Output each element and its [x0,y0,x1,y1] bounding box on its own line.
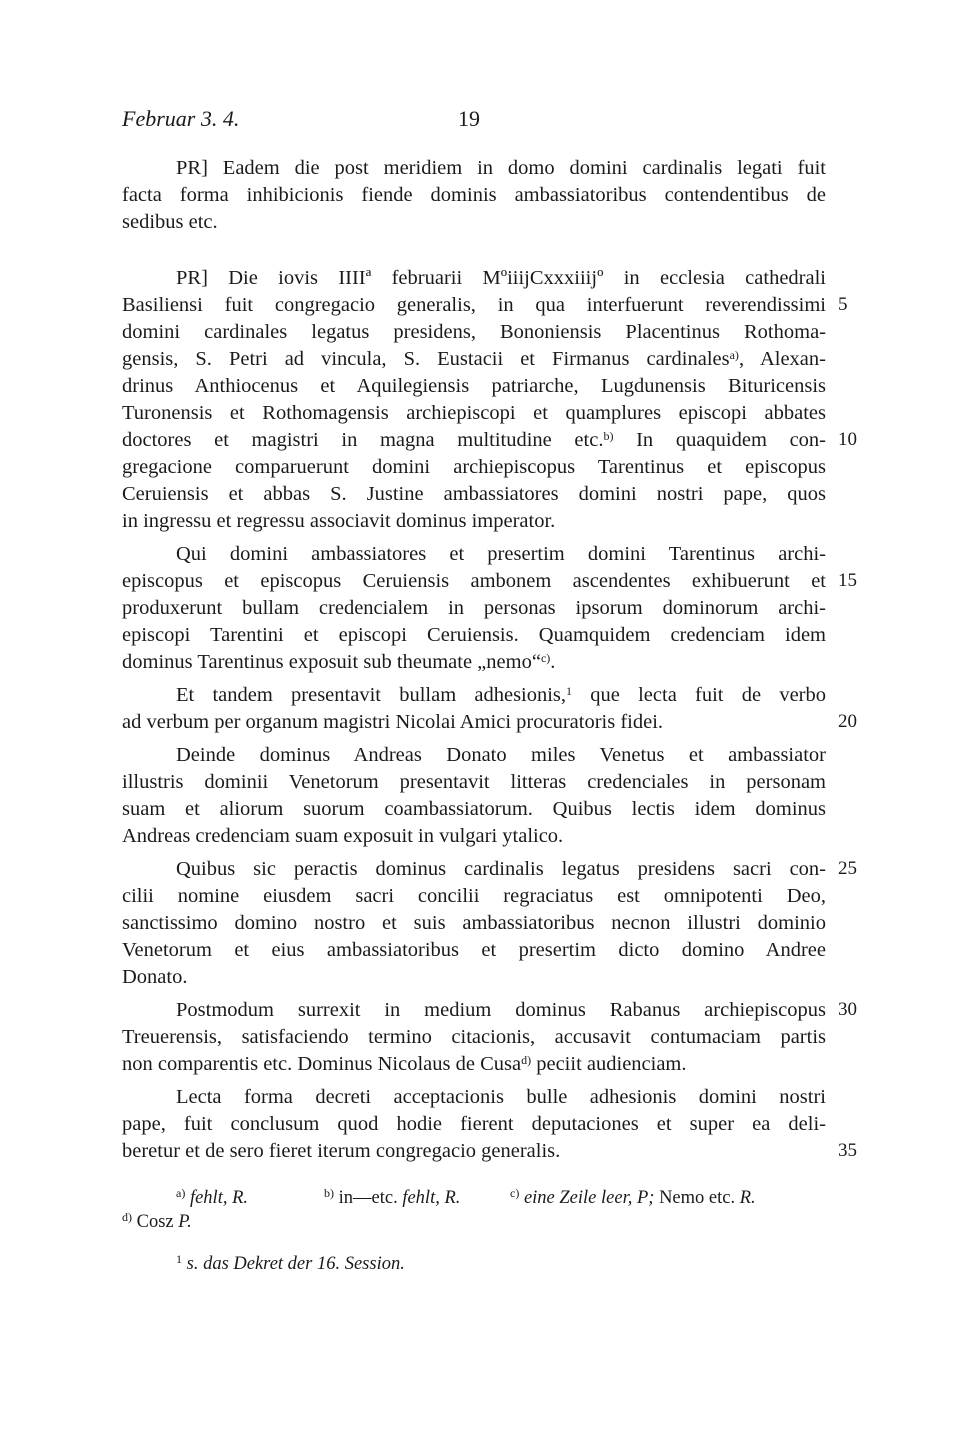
text-line: sanctissimo domino nostro et suis ambassiatoribus necnon illustri dominio [122,912,826,934]
footnote-ref: b) [603,429,614,443]
text-line: beretur et de sero fieret iterum congregacio generalis. [122,1140,561,1162]
text-line: Lecta forma decreti acceptacionis bulle adhesionis domini nostri [176,1086,826,1108]
margin-line-number: 35 [838,1140,857,1161]
text-line: ad verbum per organum magistri Nicolai Amici procuratoris fidei. [122,711,664,733]
margin-line-number: 15 [838,570,857,591]
text-line: Deinde dominus Andreas Donato miles Venetus et ambassiator [176,744,826,766]
text-line: episcopus et episcopus Ceruiensis ambonem ascendentes exhibuerunt et [122,570,826,592]
text-line: gregacione comparuerunt domini archiepiscopus Tarentinus et episcopus [122,456,826,478]
text-line: Basiliensi fuit congregacio generalis, in qua interfuerunt reverendissimi [122,294,826,316]
text-line: Venetorum et eius ambassiatoribus et presertim dicto domino Andree [122,939,826,961]
footnote-1: $^1$ s. das Dekret der 16. Session. [176,1252,405,1274]
footnote-b: $^{b)}$ in—etc. fehlt, R. [324,1186,461,1208]
text-line: Qui domini ambassiatores et presertim domini Tarentinus archi- [176,543,826,565]
footnote-d: $^{d)}$ Cosz P. [122,1210,192,1232]
text-line: Turonensis et Rothomagensis archiepiscopi et quamplures episcopi abbates [122,402,826,424]
text-line: doctores et magistri in magna multitudine etc.$^{b)}$ In quaquidem con- [122,429,826,451]
text-line: pape, fuit conclusum quod hodie fierent deputaciones et super ea deli- [122,1113,826,1135]
text-line: non comparentis etc. Dominus Nicolaus de Cusa$^{d)}$ peciit audienciam. [122,1053,687,1075]
text-line: PR] Eadem die post meridiem in domo domini cardinalis legati fuit [176,157,826,179]
text-line: Donato. [122,966,188,988]
text-line: drinus Anthiocenus et Aquilegiensis patriarche, Lugdunensis Bituricensis [122,375,826,397]
page-number: 19 [458,106,480,131]
footnote-c: $^{c)}$ eine Zeile leer, P; Nemo etc. R. [510,1186,756,1208]
text-line: in ingressu et regressu associavit dominus imperator. [122,510,556,532]
text-line: PR] Die iovis IIIIª februarii MºiiijCxxxiiijº in ecclesia cathedrali [176,267,826,289]
text-line: facta forma inhibicionis fiende dominis ambassiatoribus contendentibus de [122,184,826,206]
text-line: cilii nomine eiusdem sacri concilii regraciatus est omnipotenti Deo, [122,885,826,907]
margin-line-number: 10 [838,429,857,450]
text-line: sedibus etc. [122,211,218,233]
margin-line-number: 20 [838,711,857,732]
text-line: dominus Tarentinus exposuit sub theumate „nemo“$^{c)}$. [122,651,556,673]
text-line: Et tandem presentavit bullam adhesionis,$^1$ que lecta fuit de verbo [176,684,826,706]
text-line: Quibus sic peractis dominus cardinalis legatus presidens sacri con- [176,858,826,880]
text-line: Andreas credenciam suam exposuit in vulgari ytalico. [122,825,564,847]
footnote-ref: a) [729,348,739,362]
margin-line-number: 25 [838,858,857,879]
text-line: Treuerensis, satisfaciendo termino citacionis, accusavit contumaciam partis [122,1026,826,1048]
margin-line-number: 5 [838,294,848,315]
text-line: episcopi Tarentini et episcopi Ceruiensis. Quamquidem credenciam idem [122,624,826,646]
text-line: illustris dominii Venetorum presentavit litteras credenciales in personam [122,771,826,793]
footnote-ref: c) [540,651,551,665]
text-line: domini cardinales legatus presidens, Bononiensis Placentinus Rothoma- [122,321,826,343]
text-line: suam et aliorum suorum coambassiatorum. Quibus lectis idem dominus [122,798,826,820]
running-title: Februar 3. 4. [122,106,240,131]
text-line: produxerunt bullam credencialem in personas ipsorum dominorum archi- [122,597,826,619]
text-line: Ceruiensis et abbas S. Justine ambassiatores domini nostri pape, quos [122,483,826,505]
margin-line-number: 30 [838,999,857,1020]
text-line: Postmodum surrexit in medium dominus Rabanus archiepiscopus [176,999,826,1021]
text-line: gensis, S. Petri ad vincula, S. Eustacii et Firmanus cardinales$^{a)}$, Alexan- [122,348,826,370]
footnote-ref: d) [521,1053,532,1067]
footnote-a: $^{a)}$ fehlt, R. [176,1186,249,1208]
footnote-ref: 1 [566,684,573,698]
